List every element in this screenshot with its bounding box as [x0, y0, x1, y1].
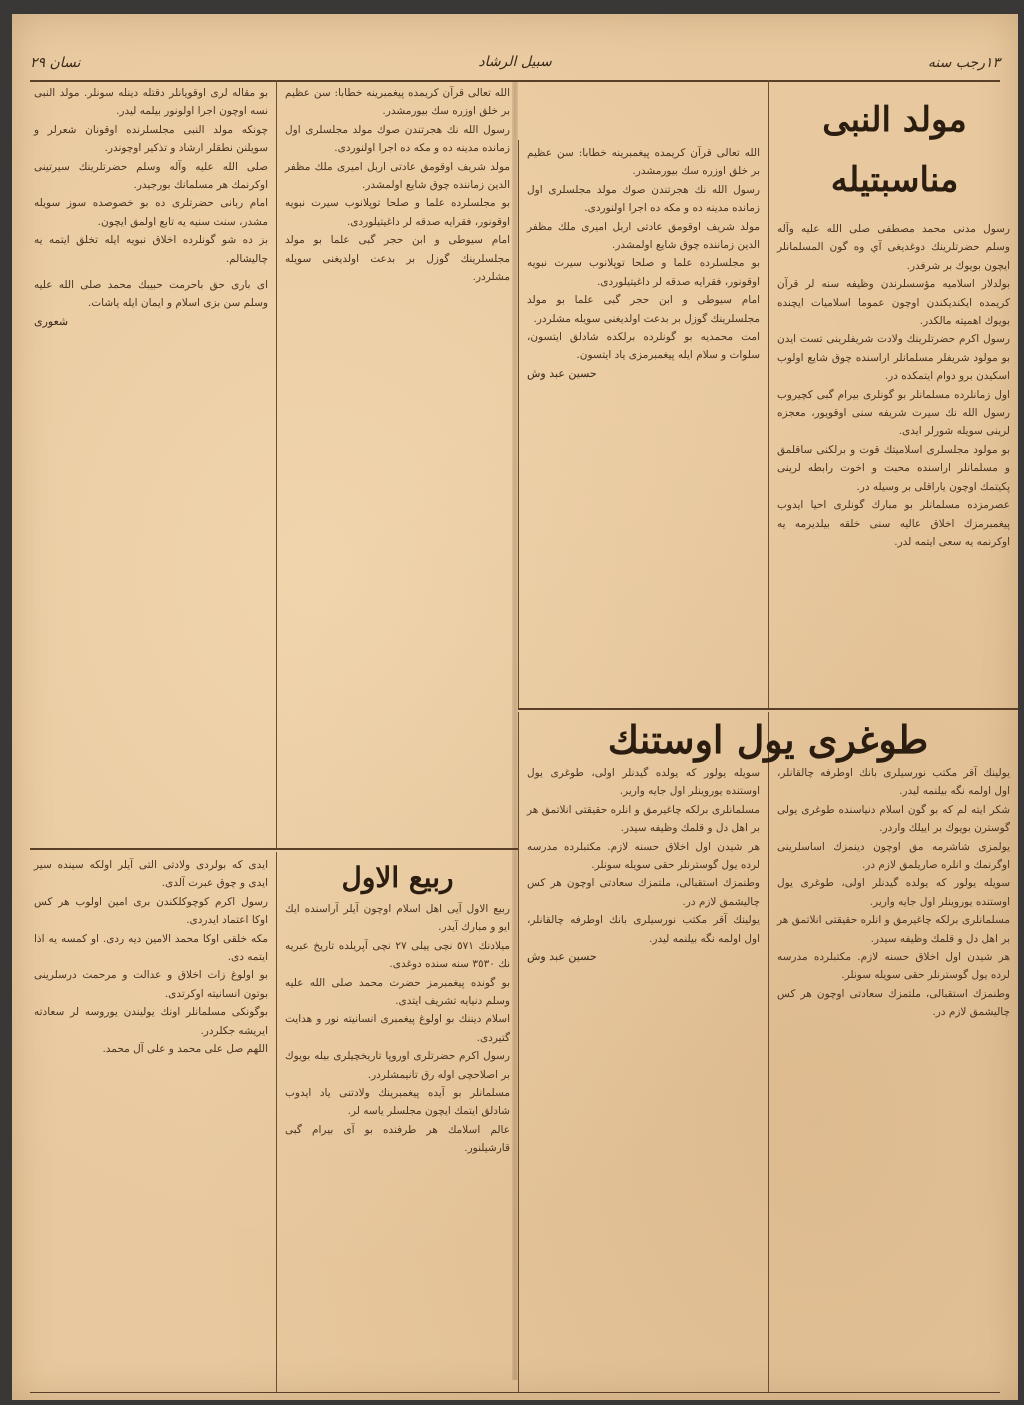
rabi-cont-paragraph: ﺑﻮﮔﻮﻧﻜﻰ ﻣﺴﻠﻤﺎﻧﻠﺮ ﺍﻭﻧﻚ ﻳﻮﻟﻴﻨﺪﻥ ﻳﻮﺭﻭﺳﻪ ﻟﺮ ﺳﻌﺎﺩﺗﻪ ﺍﻳﺮﻳﺸﻪ ﺟﻜﻠﺮﺩﺭ. [34, 1006, 268, 1037]
straight-path-paragraph: ﻭﻃﻨﻤﺰﻙ ﺍﺳﺘﻘﺒﺎﻟﻰ، ﻣﻠﺘﻤﺰﻙ ﺳﻌﺎﺩﺗﻰ ﺍﻭﭼﻮﻥ ﻫﺮ ﻛﺲ ﭼﺎﻟﻴﺸﻤﻖ ﻟﺎﺯﻡ ﺩﺭ. [777, 987, 1010, 1019]
main-article-paragraph: ﺑﻮﻟﺪﻻﺭ ﺍﺳﻼﻣﻴﻪ ﻣﺆﺳﺴﻠﺮﻧﺪﻥ ﻭﻇﻴﻔﻪ ﺳﻨﻪ ﻟﺮ ﻗﺮﺁﻥ ﻛﺮﻳﻤﺪﻩ ﺍﻳﻜﻨﺪﻳﻜﻨﺪﻥ ﺍﻭﭼﻮﻥ ﻋﻤﻮﻣﺎ ﺍﺳﻼﻣﻴﺎﺕ ﺍﻳﭽﻨﺪﻩ ﺑﻮﻳﻮﻙ ﺍﻫﻤﻴﺘﻪ ﻣﺎﻟﻜﺪﺭ. [777, 278, 1010, 328]
second-article-paragraph: ﺍﻣﺎﻡ ﺳﻴﻮﻃﻰ ﻭ ﺍﺑﻦ ﺣﺠﺮ ﮔﺒﻰ ﻋﻠﻤﺎ ﺑﻮ ﻣﻮﻟﺪ ﻣﺠﻠﺴﻠﺮﻳﻨﻚ ﮔﻮﺯﻝ ﺑﺮ ﺑﺪﻋﺖ ﺍﻭﻟﺪﻳﻐﻨﻰ ﺳﻮﻳﻠﻪ ﻣﺸﻠﺮﺩﺭ. [527, 294, 760, 325]
rabi-paragraph: ﻋﺎﻟﻢ ﺍﺳﻼﻣﻚ ﻫﺮ ﻃﺮﻓﻨﺪﻩ ﺑﻮ ﺁﻯ ﺑﻴﺮﺍﻡ ﮔﺒﻰ ﻗﺎﺭﺷﻴﻠﻨﻮﺭ. [285, 1123, 510, 1155]
column-main-article [768, 80, 1018, 708]
newspaper-page [12, 14, 1018, 1400]
left-article-paragraph: ﺍﻣﺎﻡ ﺭﺑﺎﻧﻰ ﺣﻀﺮﺗﻠﺮﻯ ﺩﻩ ﺑﻮ ﺧﺼﻮﺻﺪﻩ ﺳﻮﺯ ﺳﻮﻳﻠﻪ ﻣﺸﺪﺭ، ﺳﻨﺖ ﺳﻨﻴﻪ ﻳﻪ ﺗﺎﺑﻊ ﺍﻭﻟﻤﻖ ﺍﻳﭽﻮﻥ. [34, 197, 268, 228]
third-article-paragraph: ﺍﻣﺎﻡ ﺳﻴﻮﻃﻰ ﻭ ﺍﺑﻦ ﺣﺠﺮ ﮔﺒﻰ ﻋﻠﻤﺎ ﺑﻮ ﻣﻮﻟﺪ ﻣﺠﻠﺴﻠﺮﻳﻨﻚ ﮔﻮﺯﻝ ﺑﺮ ﺑﺪﻋﺖ ﺍﻭﻟﺪﻳﻐﻨﻰ ﺳﻮﻳﻠﻪ ﻣﺸﻠﺮﺩﺭ. [285, 234, 510, 284]
bottom-rule [30, 1392, 1000, 1393]
main-article-signature: ﺣﺴﻴﻦ ﻋﺒﺪ ﻭﺵ [527, 366, 597, 380]
masthead [30, 46, 1000, 82]
straight-path-paragraph: ﻫﺮ ﺷﻴﺪﻥ ﺍﻭﻝ ﺍﺧﻼﻕ ﺣﺴﻨﻪ ﻟﺎﺯﻡ. ﻣﻜﺘﺒﻠﺮﺩﻩ ﻣﺪﺭﺳﻪ ﻟﺮﺩﻩ ﻳﻮﻝ ﮔﻮﺳﺘﺮﻧﻠﺮ ﺣﻘﻰ ﺳﻮﻳﻠﻪ ﺳﻮﻧﻠﺮ. [777, 951, 1010, 982]
column-third [276, 80, 518, 848]
second-article-paragraph: ﺑﻮ ﻣﺠﻠﺴﻠﺮﺩﻩ ﻋﻠﻤﺎ ﻭ ﺻﻠﺤﺎ ﺗﻮﭘﻼﻧﻮﺏ ﺳﻴﺮﺕ ﻧﺒﻮﻳﻪ ﺍﻭﻗﻮﻧﻮﺭ، ﻓﻘﺮﺍﻳﻪ ﺻﺪﻗﻪ ﻟﺮ ﺩﺍﻏﻴﺘﻴﻠﻮﺭﺩﻯ. [527, 257, 760, 288]
issue-number: ﻧﺴﺎﻥ ٢٩ [30, 55, 81, 71]
column-left [26, 80, 276, 848]
divider-left [30, 848, 518, 850]
straight-path-paragraph: ﻳﻮﻟﻴﻨﻚ ﺁﻗﺮ ﻣﻜﺘﺐ ﻧﻮﺭﺳﻴﻠﺮﻯ ﺑﺎﻧﻚ ﺍﻭﻃﺮﻓﻪ ﭼﺎﻟﻘﺎﻧﻠﺮ، ﺍﻭﻝ ﺍﻭﻟﻤﻪ ﻧﮕﻪ ﺑﻴﻠﻨﻤﻪ ﻟﻴﺪﺭ. [527, 914, 760, 945]
straight-path-paragraph: ﻫﺮ ﺷﻴﺪﻥ ﺍﻭﻝ ﺍﺧﻼﻕ ﺣﺴﻨﻪ ﻟﺎﺯﻡ. ﻣﻜﺘﺒﻠﺮﺩﻩ ﻣﺪﺭﺳﻪ ﻟﺮﺩﻩ ﻳﻮﻝ ﮔﻮﺳﺘﺮﻧﻠﺮ ﺣﻘﻰ ﺳﻮﻳﻠﻪ ﺳﻮﻧﻠﺮ. [527, 840, 760, 872]
second-article-paragraph: ﺍﻣﺖ ﻣﺤﻤﺪﻳﻪ ﺑﻮ ﮔﻮﻧﻠﺮﺩﻩ ﺑﺮﻟﻜﺪﻩ ﺷﺎﺩﻟﻖ ﺍﻳﺘﺴﻮﻥ، ﺳﻠﻮﺍﺕ ﻭ ﺳﻼﻡ ﺍﻳﻠﻪ ﭘﻴﻐﻤﺒﺮﻣﺰﻯ ﻳﺎﺩ ﺍﻳﺘﺴﻮﻥ. [527, 331, 760, 362]
main-article-paragraph: ﺍﻭﻝ ﺯﻣﺎﻧﻠﺮﺩﻩ ﻣﺴﻠﻤﺎﻧﻠﺮ ﺑﻮ ﮔﻮﻧﻠﺮﻯ ﺑﻴﺮﺍﻡ ﮔﺒﻰ ﻛﭽﻴﺮﻭﺏ ﺭﺳﻮﻝ ﺍﻟﻠﻪ ﻧﻚ ﺳﻴﺮﺕ ﺷﺮﻳﻔﻪ ﺳﻨﻰ ﺍﻭﻗﻮﻳﻮﺭ، ﻣﻌﺠﺰﻩ ﻟﺮﻳﻨﻰ ﺳﻮﻳﻠﻪ ﺷﻮﺭﻟﺮ ﺍﻳﺪﻯ. [777, 388, 1010, 438]
second-article-paragraph: ﺍﻟﻠﻪ ﺗﻌﺎﻟﻰ ﻗﺮﺁﻥ ﻛﺮﻳﻤﺪﻩ ﭘﻴﻐﻤﺒﺮﻳﻨﻪ ﺧﻄﺎﺑﺎ: ﺳﻦ ﻋﻈﻴﻢ ﺑﺮ ﺧﻠﻖ ﺍﻭﺯﺭﻩ ﺳﻚ ﺑﻴﻮﺭﻣﺸﺪﺭ. [527, 147, 760, 178]
straight-path-paragraph: ﺳﻮﻳﻠﻪ ﻳﻮﻟﻮﺭ ﻛﻪ ﻳﻮﻟﺪﻩ ﮔﻴﺪﻧﻠﺮ ﺍﻭﻟﻰ، ﻃﻮﻏﺮﻯ ﻳﻮﻝ ﺍﻭﺳﺘﻨﺪﻩ ﻳﻮﺭﻭﻳﻨﻠﺮ ﺍﻭﻝ ﺟﺎﻳﻪ ﻭﺍﺭﻳﺮ. [777, 877, 1010, 908]
rabi-cont-paragraph: ﻣﻜﻪ ﺧﻠﻘﻰ ﺍﻭﻛﺎ ﻣﺤﻤﺪ ﺍﻻﻣﻴﻦ ﺩﻳﻪ ﺭﺩﻯ. ﺍﻭ ﻛﻤﺴﻪ ﻳﻪ ﺍﺫﺍ ﺍﻳﺘﻤﻪ ﺩﻯ. [34, 932, 268, 964]
left-article-paragraph: ﭼﻮﻧﻜﻪ ﻣﻮﻟﺪ ﺍﻟﻨﺒﻰ ﻣﺠﻠﺴﻠﺮﻧﺪﻩ ﺍﻭﻗﻮﻧﺎﻥ ﺷﻌﺮﻟﺮ ﻭ ﺳﻮﻳﻠﻨﻦ ﻧﻄﻘﻠﺮ ﺍﺭﺷﺎﺩ ﻭ ﺗﺬﻛﻴﺮ ﺍﻭﭼﻮﻧﺪﺭ. [34, 123, 268, 155]
column-straight-path [768, 712, 1018, 1392]
rabi-paragraph: ﺭﺳﻮﻝ ﺍﻛﺮﻡ ﺣﻀﺮﺗﻠﺮﻯ ﺍﻭﺭﻭﭘﺎ ﺗﺎﺭﻳﺨﭽﻴﻠﺮﻯ ﺑﻴﻠﻪ ﺑﻮﻳﻮﻙ ﺑﺮ ﺍﺻﻼﺣﭽﻰ ﺍﻭﻟﻪ ﺭﻕ ﺗﺎﻧﻴﻤﺸﻠﺮﺩﺭ. [285, 1050, 510, 1081]
left-article-paragraph: ﺍﻯ ﺑﺎﺭﻯ ﺣﻖ ﺑﺎﺣﺮﻣﺖ ﺣﺒﻴﺒﻚ ﻣﺤﻤﺪ ﺻﻠﻰ ﺍﻟﻠﻪ ﻋﻠﻴﻪ ﻭﺳﻠﻢ ﺳﻦ ﺑﺰﻯ ﺍﺳﻼﻡ ﻭ ﺍﻳﻤﺎﻥ ﺍﻳﻠﻪ ﻳﺎﺷﺎﺕ. [34, 279, 268, 310]
left-article-signature: ﺷﻌﻮﺭﻯ [34, 314, 69, 328]
main-article-paragraph: ﺭﺳﻮﻝ ﻣﺪﻧﻰ ﻣﺤﻤﺪ ﻣﺼﻄﻔﻰ ﺻﻠﻰ ﺍﻟﻠﻪ ﻋﻠﻴﻪ ﻭﺁﻟﻪ ﻭﺳﻠﻢ ﺣﻀﺮﺗﻠﺮﻳﻨﻚ ﺩﻭﻏﺪﻳﻐﻰ ﺁﻱ ﻭﻩ ﮔﻮﻥ ﺍﻟﻤﺴﻠﻤﺎﻧﻠﺮ ﺍﻳﭽﻮﻥ ﺑﻮﻳﻮﻙ ﺑﺮ ﺷﺮﻓﺪﺭ. [777, 223, 1010, 272]
straight-path-signature: ﺣﺴﻴﻦ ﻋﺒﺪ ﻭﺵ [527, 950, 597, 964]
publication-name: ﺳﺒﻴﻞ ﺍﻟﺮﺷﺎﺩ [478, 54, 552, 70]
rabi-title: ﺭﺑﻴﻊ ﺍﻻﻭﻝ [341, 861, 454, 894]
column-rabi-cont [26, 852, 276, 1392]
straight-path-paragraph: ﻣﺴﻠﻤﺎﻧﻠﺮﻯ ﺑﺮﻟﻜﻪ ﭼﺎﻏﻴﺮﻣﻖ ﻭ ﺍﻧﻠﺮﻩ ﺣﻘﻴﻘﺘﻰ ﺍﻧﻼﺗﻤﻖ ﻫﺮ ﺑﺮ ﺍﻫﻞ ﺩﻝ ﻭ ﻗﻠﻤﻚ ﻭﻇﻴﻔﻪ ﺳﻴﺪﺭ. [777, 914, 1010, 945]
straight-path-paragraph: ﻭﻃﻨﻤﺰﻙ ﺍﺳﺘﻘﺒﺎﻟﻰ، ﻣﻠﺘﻤﺰﻙ ﺳﻌﺎﺩﺗﻰ ﺍﻭﭼﻮﻥ ﻫﺮ ﻛﺲ ﭼﺎﻟﻴﺸﻤﻖ ﻟﺎﺯﻡ ﺩﺭ. [527, 877, 760, 908]
main-article-paragraph: ﺭﺳﻮﻝ ﺍﻛﺮﻡ ﺣﻀﺮﺗﻠﺮﻳﻨﻚ ﻭﻻﺩﺕ ﺷﺮﻳﻔﻠﺮﻳﻨﻰ ﺗﺴﺖ ﺍﻳﺪﻥ ﺑﻮ ﻣﻮﻟﻮﺩ ﺷﺮﻳﻔﻠﺮ ﻣﺴﻠﻤﺎﻧﻠﺮ ﺍﺭﺍﺳﻨﺪﻩ ﭼﻮﻕ ﺷﺎﻳﻊ ﺍﻭﻟﻮﺏ ﺍﺳﻜﻴﺪﻥ ﺑﺮﻭ ﺩﻭﺍﻡ ﺍﻳﺘﻤﻜﺪﻩ ﺩﺭ. [777, 333, 1010, 383]
main-article-title: ﻣﻮﻟﺪ ﺍﻟﻨﺒﻰ ﻣﻨﺎﺳﺒﺘﻴﻠﻪ [822, 100, 967, 200]
straight-path-paragraph: ﺷﻜﺮ ﺍﻳﺘﻪ ﻟﻢ ﻛﻪ ﺑﻮ ﮔﻮﻥ ﺍﺳﻼﻡ ﺩﻧﻴﺎﺳﻨﺪﻩ ﻃﻮﻏﺮﻯ ﻳﻮﻟﻰ ﮔﻮﺳﺘﺮﻥ ﺑﻮﻳﻮﻙ ﺑﺮ ﺍﻳﻴﻠﻚ ﻭﺍﺭﺩﺭ. [777, 803, 1010, 835]
divider-right [518, 708, 1018, 710]
straight-path-paragraph: ﻳﻮﻟﻤﺰﻯ ﺷﺎﺷﺮﻣﻪ ﻣﻖ ﺍﻭﭼﻮﻥ ﺩﻳﻨﻤﺰﻙ ﺍﺳﺎﺳﻠﺮﻳﻨﻰ ﺍﻭﮔﺮﻧﻤﻚ ﻭ ﺍﻧﻠﺮﻩ ﺻﺎﺭﻳﻠﻤﻖ ﻻﺯﻡ ﺩﺭ. [777, 840, 1010, 872]
rabi-cont-paragraph: ﺭﺳﻮﻝ ﺍﻛﺮﻡ ﻛﻮﭼﻮﻛﻠﻜﻨﺪﻥ ﺑﺮﻯ ﺍﻣﻴﻦ ﺍﻭﻟﻮﺏ ﻫﺮ ﻛﺲ ﺍﻭﻛﺎ ﺍﻋﺘﻤﺎﺩ ﺍﻳﺪﺭﺩﻯ. [34, 895, 268, 927]
straight-path-paragraph: ﻳﻮﻟﻴﻨﻚ ﺁﻗﺮ ﻣﻜﺘﺐ ﻧﻮﺭﺳﻴﻠﺮﻯ ﺑﺎﻧﻚ ﺍﻭﻃﺮﻓﻪ ﭼﺎﻟﻘﺎﻧﻠﺮ، ﺍﻭﻝ ﺍﻭﻟﻤﻪ ﻧﮕﻪ ﺑﻴﻠﻨﻤﻪ ﻟﻴﺪﺭ. [777, 767, 1010, 798]
left-article-paragraph: ﺻﻠﻰ ﺍﻟﻠﻪ ﻋﻠﻴﻪ ﻭﺁﻟﻪ ﻭﺳﻠﻢ ﺣﻀﺮﺗﻠﺮﻳﻨﻚ ﺳﻴﺮﺗﻴﻨﻰ ﺍﻭﻛﺮﻧﻤﻚ ﻫﺮ ﻣﺴﻠﻤﺎﻧﻚ ﺑﻮﺭﺟﻴﺪﺭ. [34, 160, 268, 192]
straight-path-paragraph: ﻣﺴﻠﻤﺎﻧﻠﺮﻯ ﺑﺮﻟﻜﻪ ﭼﺎﻏﻴﺮﻣﻖ ﻭ ﺍﻧﻠﺮﻩ ﺣﻘﻴﻘﺘﻰ ﺍﻧﻼﺗﻤﻖ ﻫﺮ ﺑﺮ ﺍﻫﻞ ﺩﻝ ﻭ ﻗﻠﻤﻚ ﻭﻇﻴﻔﻪ ﺳﻴﺪﺭ. [527, 803, 760, 835]
third-article-paragraph: ﺑﻮ ﻣﺠﻠﺴﻠﺮﺩﻩ ﻋﻠﻤﺎ ﻭ ﺻﻠﺤﺎ ﺗﻮﭘﻼﻧﻮﺏ ﺳﻴﺮﺕ ﻧﺒﻮﻳﻪ ﺍﻭﻗﻮﻧﻮﺭ، ﻓﻘﺮﺍﻳﻪ ﺻﺪﻗﻪ ﻟﺮ ﺩﺍﻏﻴﺘﻴﻠﻮﺭﺩﻯ. [285, 197, 510, 228]
left-article-paragraph: ﺑﺰ ﺩﻩ ﺷﻮ ﮔﻮﻧﻠﺮﺩﻩ ﺍﺧﻼﻕ ﻧﺒﻮﻳﻪ ﺍﻳﻠﻪ ﺗﺨﻠﻖ ﺍﻳﺘﻤﻪ ﻳﻪ ﭼﺎﻟﻴﺸﺎﻟﻢ. [34, 234, 268, 265]
rabi-paragraph: ﺭﺑﻴﻊ ﺍﻻﻭﻝ ﺁﻳﻰ ﺍﻫﻞ ﺍﺳﻼﻡ ﺍﻭﭼﻮﻥ ﺁﻳﻠﺮ ﺁﺭﺍﺳﻨﺪﻩ ﺍﻳﻚ ﺍﻳﻮ ﻭ ﻣﺒﺎﺭﻙ ﺁﻳﺪﺭ. [285, 903, 510, 934]
rabi-cont-paragraph: ﺍﻳﺪﻯ ﻛﻪ ﺑﻮﻟﺮﺩﻯ ﻭﻻﺩﺗﻰ ﺍﻟﺘﻰ ﺁﻳﻠﺮ ﺍﻭﻟﻜﻪ ﺳﻴﻨﺪﻩ ﺳﻴﺮ ﺍﻳﺪﻯ ﻭ ﭼﻮﻕ ﻋﺒﺮﺕ ﺁﻟﺪﻯ. [34, 859, 268, 890]
rabi-paragraph: ﺑﻮ ﮔﻮﻧﺪﻩ ﭘﻴﻐﻤﺒﺮﻣﺰ ﺣﻀﺮﺕ ﻣﺤﻤﺪ ﺻﻠﻰ ﺍﻟﻠﻪ ﻋﻠﻴﻪ ﻭﺳﻠﻢ ﺩﻧﻴﺎﻳﻪ ﺗﺸﺮﻳﻒ ﺍﻳﺘﺪﻯ. [285, 976, 510, 1008]
rabi-paragraph: ﺍﺳﻼﻡ ﺩﻳﻨﻨﻚ ﺑﻮ ﺍﻭﻟﻮﻍ ﭘﻴﻐﻤﺒﺮﻯ ﺍﻧﺴﺎﻧﻴﺘﻪ ﻧﻮﺭ ﻭ ﻫﺪﺍﻳﺖ ﮔﺘﻴﺮﺩﻯ. [285, 1013, 510, 1044]
second-article-paragraph: ﻣﻮﻟﺪ ﺷﺮﻳﻒ ﺍﻭﻗﻮﻣﻖ ﻋﺎﺩﺗﻰ ﺍﺭﺑﻞ ﺍﻣﻴﺮﻯ ﻣﻠﻚ ﻣﻈﻔﺮ ﺍﻟﺪﻳﻦ ﺯﻣﺎﻧﻨﺪﻩ ﭼﻮﻕ ﺷﺎﻳﻊ ﺍﻭﻟﻤﺸﺪﺭ. [527, 220, 760, 252]
third-article-paragraph: ﻣﻮﻟﺪ ﺷﺮﻳﻒ ﺍﻭﻗﻮﻣﻖ ﻋﺎﺩﺗﻰ ﺍﺭﺑﻞ ﺍﻣﻴﺮﻯ ﻣﻠﻚ ﻣﻈﻔﺮ ﺍﻟﺪﻳﻦ ﺯﻣﺎﻧﻨﺪﻩ ﭼﻮﻕ ﺷﺎﻳﻊ ﺍﻭﻟﻤﺸﺪﺭ. [285, 160, 510, 192]
issue-date: ١٣ﺭﺟﺐ ﺳﻨﻪ [927, 55, 1000, 71]
third-article-paragraph: ﺍﻟﻠﻪ ﺗﻌﺎﻟﻰ ﻗﺮﺁﻥ ﻛﺮﻳﻤﺪﻩ ﭘﻴﻐﻤﺒﺮﻳﻨﻪ ﺧﻄﺎﺑﺎ: ﺳﻦ ﻋﻈﻴﻢ ﺑﺮ ﺧﻠﻖ ﺍﻭﺯﺭﻩ ﺳﻚ ﺑﻴﻮﺭﻣﺸﺪﺭ. [285, 87, 510, 118]
straight-path-title: ﻃﻮﻏﺮﻯ ﻳﻮﻝ ﺍﻭﺳﺘﻨﻚ [607, 717, 929, 762]
third-article-paragraph: ﺭﺳﻮﻝ ﺍﻟﻠﻪ ﻧﻚ ﻫﺠﺮﺗﻨﺪﻥ ﺻﻮﻙ ﻣﻮﻟﺪ ﻣﺠﻠﺴﻠﺮﻯ ﺍﻭﻝ ﺯﻣﺎﻧﺪﻩ ﻣﺪﻳﻨﻪ ﺩﻩ ﻭ ﻣﻜﻪ ﺩﻩ ﺍﺟﺮﺍ ﺍﻭﻟﻨﻮﺭﺩﻯ. [285, 123, 510, 155]
rabi-paragraph: ﻣﻴﻼﺩﻧﻚ ٥٧١ ﻧﭽﻰ ﻳﻴﻠﻰ ٢٧ ﻧﭽﻰ ﺁﭘﺮﻳﻠﺪﻩ ﺗﺎﺭﻳﺦ ﻋﺒﺮﻳﻪ ﻧﻚ ٣٥٣٠ ﺳﻨﻪ ﺳﻨﺪﻩ ﺩﻭﻏﺪﻯ. [285, 939, 510, 971]
column-second [518, 140, 768, 708]
rabi-cont-paragraph: ﺑﻮ ﺍﻭﻟﻮﻍ ﺯﺍﺕ ﺍﺧﻼﻕ ﻭ ﻋﺪﺍﻟﺖ ﻭ ﻣﺮﺣﻤﺖ ﺩﺭﺳﻠﺮﻳﻨﻰ ﺑﻮﺗﻮﻥ ﺍﻧﺴﺎﻧﻴﺘﻪ ﺍﻭﻛﺮﺗﺪﻯ. [34, 969, 268, 1000]
main-article-paragraph: ﺑﻮ ﻣﻮﻟﻮﺩ ﻣﺠﻠﺴﻠﺮﻯ ﺍﺳﻼﻣﻴﺘﻚ ﻗﻮﺕ ﻭ ﺑﺮﻟﻜﻨﻰ ﺳﺎﻗﻠﻤﻖ ﻭ ﻣﺴﻠﻤﺎﻧﻠﺮ ﺍﺭﺍﺳﻨﺪﻩ ﻣﺤﺒﺖ ﻭ ﺍﺧﻮﺕ ﺭﺍﺑﻄﻪ ﻟﺮﻳﻨﻰ ﭘﻜﻴﺘﻤﻚ ﺍﻭﭼﻮﻥ ﻳﺎﺭﺍﻗﻠﻰ ﺑﺮ ﻭﺳﻴﻠﻪ ﺩﺭ. [777, 443, 1010, 493]
left-article-paragraph: ﺑﻮ ﻣﻘﺎﻟﻪ ﻟﺮﻯ ﺍﻭﻗﻮﻳﺎﻧﻠﺮ ﺩﻗﺘﻠﻪ ﺩﻳﻨﻠﻪ ﺳﻮﻧﻠﺮ. ﻣﻮﻟﺪ ﺍﻟﻨﺒﻰ ﻧﺴﻪ ﺍﻭﭼﻮﻥ ﺍﺟﺮﺍ ﺍﻭﻟﻮﻧﻮﺭ ﺑﻴﻠﻤﻪ ﻟﻴﺪﺭ. [34, 87, 268, 118]
main-article-paragraph: ﻋﺼﺮﻣﺰﺩﻩ ﻣﺴﻠﻤﺎﻧﻠﺮ ﺑﻮ ﻣﺒﺎﺭﻙ ﮔﻮﻧﻠﺮﻯ ﺍﺣﻴﺎ ﺍﻳﺪﻭﺏ ﭘﻴﻐﻤﺒﺮﻣﺰﻙ ﺍﺧﻼﻕ ﻋﺎﻟﻴﻪ ﺳﻨﻰ ﺧﻠﻘﻪ ﺑﻴﻠﺪﻳﺮﻣﻪ ﻳﻪ ﺍﻭﻛﺮﻧﻤﻪ ﻳﻪ ﺳﻌﻰ ﺍﻳﺘﻤﻪ ﻟﺪﺭ. [777, 499, 1010, 548]
straight-path-paragraph: ﺳﻮﻳﻠﻪ ﻳﻮﻟﻮﺭ ﻛﻪ ﻳﻮﻟﺪﻩ ﮔﻴﺪﻧﻠﺮ ﺍﻭﻟﻰ، ﻃﻮﻏﺮﻯ ﻳﻮﻝ ﺍﻭﺳﺘﻨﺪﻩ ﻳﻮﺭﻭﻳﻨﻠﺮ ﺍﻭﻝ ﺟﺎﻳﻪ ﻭﺍﺭﻳﺮ. [527, 767, 760, 798]
second-article-paragraph: ﺭﺳﻮﻝ ﺍﻟﻠﻪ ﻧﻚ ﻫﺠﺮﺗﻨﺪﻥ ﺻﻮﻙ ﻣﻮﻟﺪ ﻣﺠﻠﺴﻠﺮﻯ ﺍﻭﻝ ﺯﻣﺎﻧﺪﻩ ﻣﺪﻳﻨﻪ ﺩﻩ ﻭ ﻣﻜﻪ ﺩﻩ ﺍﺟﺮﺍ ﺍﻭﻟﻨﻮﺭﺩﻯ. [527, 183, 760, 215]
column-rabi [276, 852, 518, 1392]
rabi-paragraph: ﻣﺴﻠﻤﺎﻧﻠﺮ ﺑﻮ ﺁﻳﺪﻩ ﭘﻴﻐﻤﺒﺮﻳﻨﻚ ﻭﻻﺩﺗﻨﻰ ﻳﺎﺩ ﺍﻳﺪﻭﺏ ﺷﺎﺩﻟﻖ ﺍﻳﺘﻤﻚ ﺍﻳﭽﻮﻥ ﻣﺠﻠﺴﻠﺮ ﻳﺎﺳﻪ ﻟﺮ. [285, 1087, 510, 1118]
rabi-cont-paragraph: ﺍﻟﻠﻬﻢ ﺻﻞ ﻋﻠﻰ ﻣﺤﻤﺪ ﻭ ﻋﻠﻰ ﺁﻝ ﻣﺤﻤﺪ. [102, 1043, 268, 1056]
